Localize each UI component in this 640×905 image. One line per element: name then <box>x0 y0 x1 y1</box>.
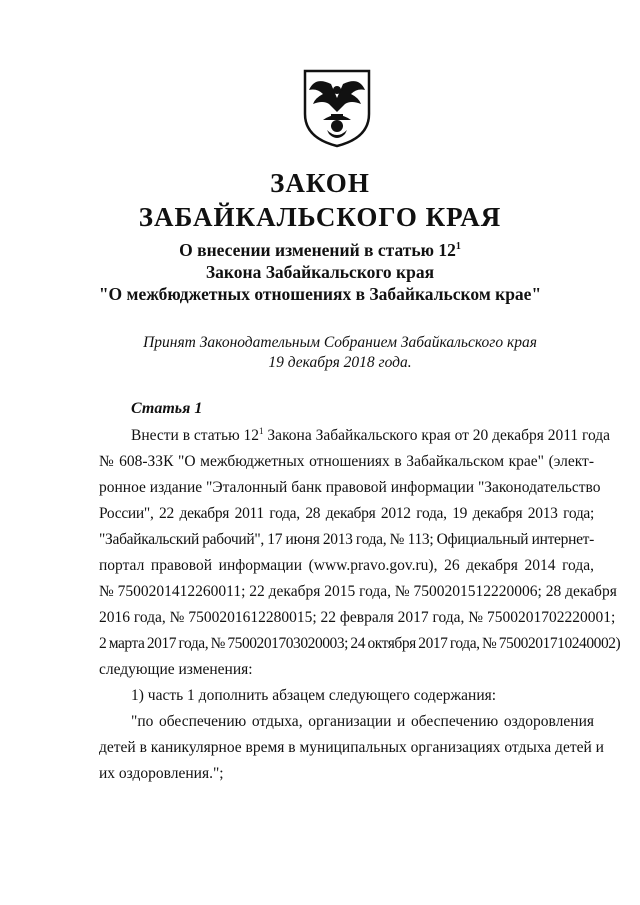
coat-of-arms-emblem <box>301 68 373 148</box>
quoted-text-line: "по обеспечению отдыха, организации и обеспечению оздоровления <box>131 713 594 730</box>
article-text-line: № 7500201412260011; 22 декабря 2015 года, № 7500201512220006; 28 декабря <box>99 583 617 600</box>
subtitle-line1-text: О внесении изменений в статью 12 <box>179 240 456 260</box>
subtitle-superscript: 1 <box>455 241 461 252</box>
article-text-line: следующие изменения: <box>99 661 253 678</box>
article-text-line: "Забайкальский рабочий", 17 июня 2013 года, № 113; Официальный интернет- <box>99 531 594 548</box>
article-intro-post: Закона Забайкальского края от 20 декабря 2011 года <box>263 427 611 444</box>
adopted-statement-line2: 19 декабря 2018 года. <box>268 354 412 371</box>
document-title-line1: ЗАКОН <box>270 168 370 198</box>
article-text-line: 2016 года, № 7500201612280015; 22 февраля 2017 года, № 7500201702220001; <box>99 609 616 626</box>
article-intro-pre: Внести в статью 12 <box>131 427 260 444</box>
article-intro-superscript: 1 <box>259 426 264 436</box>
document-title-line2: ЗАБАЙКАЛЬСКОГО КРАЯ <box>138 202 502 232</box>
subtitle-line3: "О межбюджетных отношениях в Забайкальском крае" <box>98 284 542 304</box>
quoted-text-line: их оздоровления."; <box>99 765 224 782</box>
article-intro-line <box>131 426 611 446</box>
article-text-line: России", 22 декабря 2011 года, 28 декабря 2012 года, 19 декабря 2013 года; <box>99 505 594 522</box>
article-text-line: портал правовой информации (www.pravo.gov.ru), 26 декабря 2014 года, <box>99 557 594 574</box>
subtitle-line1 <box>0 239 640 261</box>
article-text-line: № 608-ЗЗК "О межбюджетных отношениях в Забайкальском крае" (элект- <box>99 453 594 470</box>
subtitle-line2: Закона Забайкальского края <box>205 262 435 282</box>
article-heading: Статья 1 <box>131 400 203 417</box>
adopted-statement-line1: Принят Законодательным Собранием Забайкальского края <box>143 334 537 351</box>
article-text-line: 2 марта 2017 года, № 7500201703020003; 24 октября 2017 года, № 7500201710240002) <box>99 635 621 652</box>
quoted-text-line: детей в каникулярное время в муниципальных организациях отдыха детей и <box>99 739 604 756</box>
amendment-item-1: 1) часть 1 дополнить абзацем следующего содержания: <box>131 687 497 704</box>
article-text-line: ронное издание "Эталонный банк правовой информации "Законодательство <box>99 479 601 496</box>
